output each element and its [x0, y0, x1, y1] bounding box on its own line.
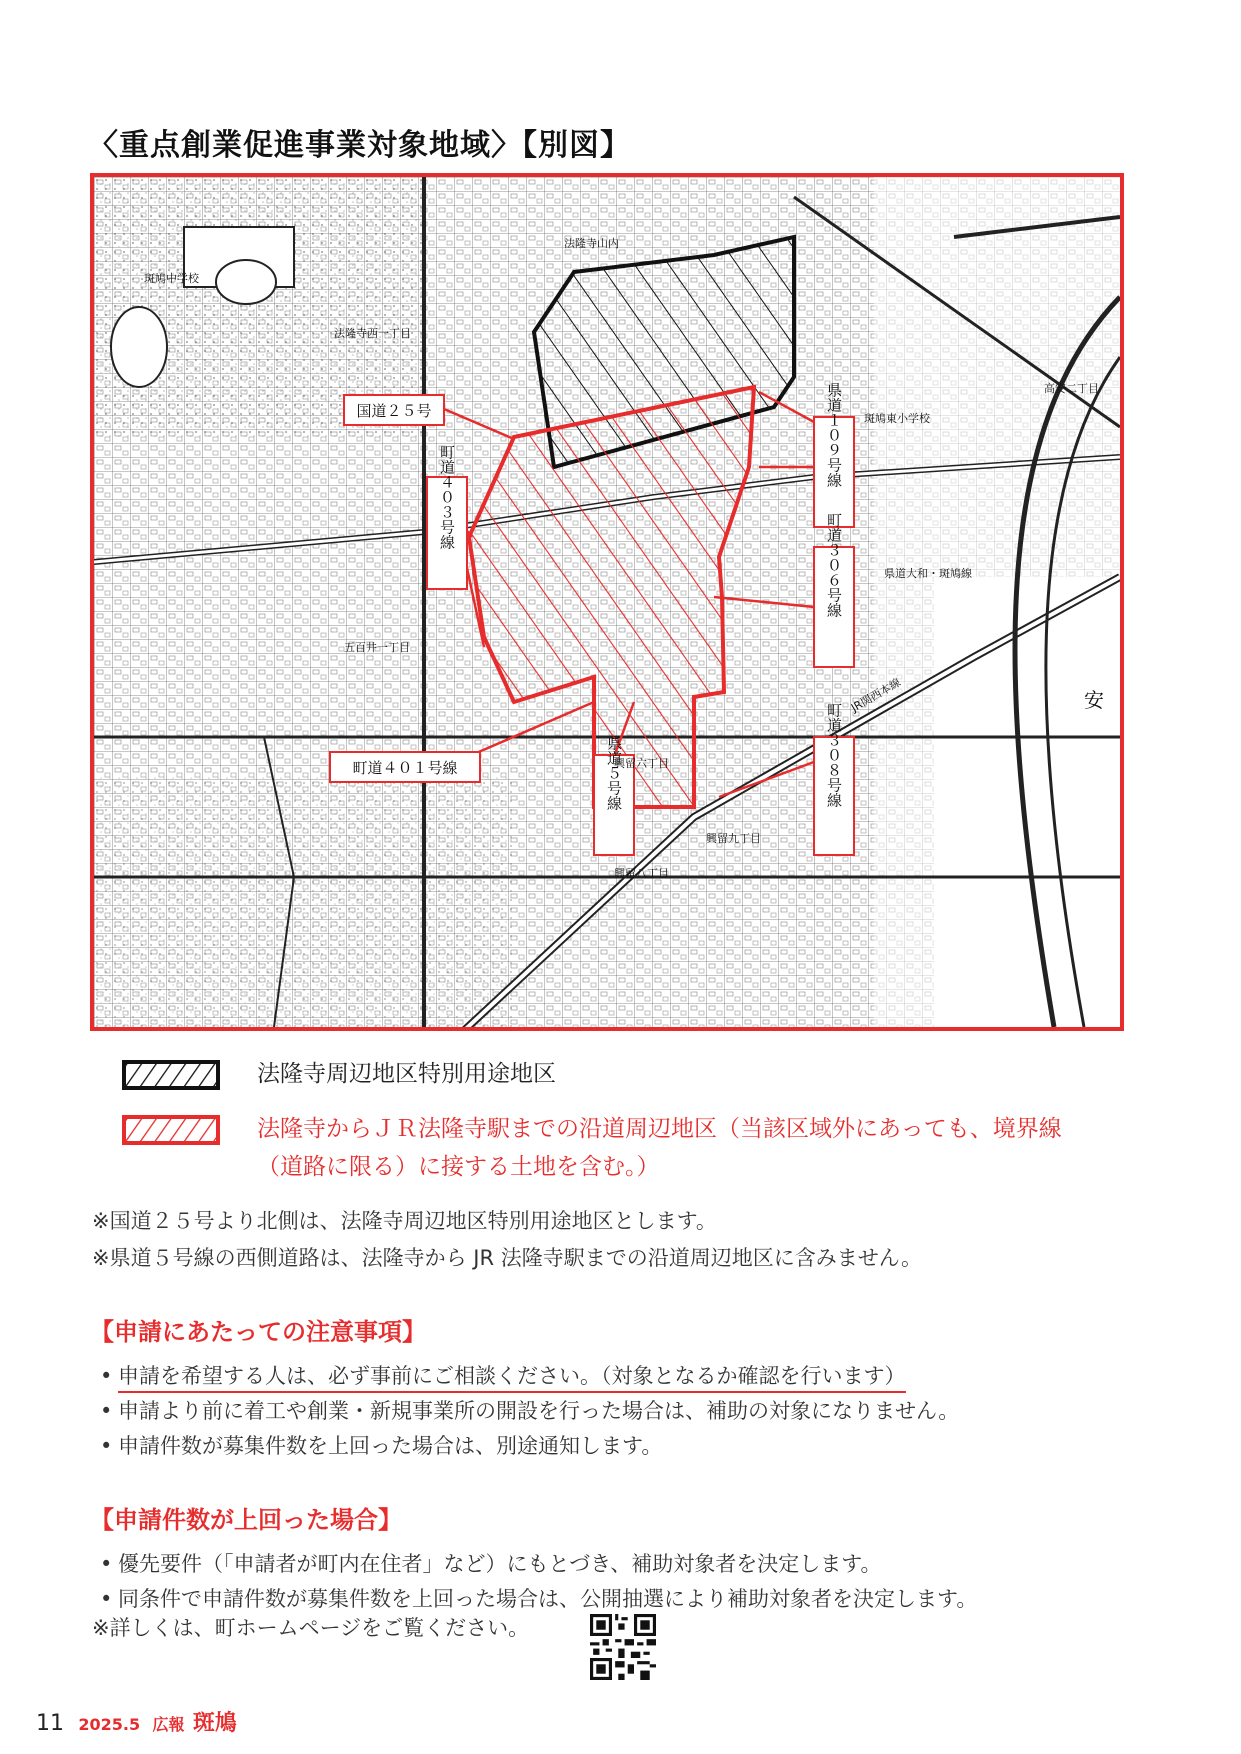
place-koryu-6: 興留六丁目	[614, 757, 669, 770]
label-chodo306: 町道３０６号線	[825, 512, 843, 618]
section-heading-precautions: 【申請にあたっての注意事項】	[90, 1318, 426, 1346]
place-koryu-9: 興留九丁目	[706, 832, 761, 845]
magazine-name: 広報	[152, 1715, 185, 1734]
place-horyuji-nishi: 法隆寺西一丁目	[334, 327, 411, 340]
place-road-name: 県道大和・斑鳩線	[884, 567, 972, 580]
label-kendo5: 県道５号線	[605, 735, 623, 811]
label-kokudo25: 国道２５号	[356, 402, 432, 420]
place-jr-line: JR関西本線	[849, 675, 904, 715]
legend-route-zone-label-1: 法隆寺からＪＲ法隆寺駅までの沿道周辺地区（当該区域外にあっても、境界線	[257, 1116, 1062, 1142]
homepage-note: ※詳しくは、町ホームページをご覧ください。	[92, 1616, 530, 1640]
label-chodo308: 町道３０８号線	[825, 702, 843, 808]
list-item: • 同条件で申請件数が募集件数を上回った場合は、公開抽選により補助対象者を決定します。	[100, 1587, 978, 1611]
area-map-drawing	[94, 177, 1120, 1027]
section-heading-excess: 【申請件数が上回った場合】	[90, 1506, 402, 1534]
list-item: • 申請より前に着工や創業・新規事業所の開設を行った場合は、補助の対象になりません。	[100, 1399, 960, 1423]
page-footer	[36, 1706, 237, 1737]
place-east-school: 斑鳩東小学校	[864, 412, 930, 425]
label-chodo403: 町道４０３号線	[438, 444, 456, 550]
place-horyuji-yamauchi: 法隆寺山内	[564, 237, 619, 250]
place-koryu-8: 興留八丁目	[614, 867, 669, 880]
note-1: ※国道２５号より北側は、法隆寺周辺地区特別用途地区とします。	[92, 1209, 717, 1233]
issue-date: 2025.5	[78, 1715, 141, 1734]
magazine-logo: 斑鳩	[192, 1711, 237, 1736]
label-kendo109: 県道１０９号線	[825, 382, 843, 488]
list-item: • 優先要件（「申請者が町内在住者」など）にもとづき、補助対象者を決定します。	[100, 1552, 882, 1576]
place-naka-school: 斑鳩中学校	[144, 272, 199, 285]
place-koan: 高安二丁目	[1044, 382, 1099, 395]
legend-special-zone-label: 法隆寺周辺地区特別用途地区	[257, 1061, 556, 1087]
legend-red-swatch	[122, 1115, 220, 1145]
pond	[216, 260, 276, 304]
list-item: • 申請を希望する人は、必ず事前にご相談ください。（対象となるか確認を行います）	[100, 1360, 906, 1390]
area-map	[90, 173, 1124, 1031]
legend-route-zone-label-2: （道路に限る）に接する土地を含む。）	[257, 1154, 660, 1180]
page-title: 〈重点創業促進事業対象地域〉【別図】	[88, 128, 631, 163]
label-chodo401: 町道４０１号線	[352, 759, 458, 777]
page-number: 11	[36, 1711, 64, 1736]
place-yasu: 安	[1084, 688, 1104, 712]
hill	[111, 307, 167, 387]
qr-code-icon[interactable]	[590, 1614, 656, 1680]
place-gohyakui: 五百井一丁目	[344, 641, 410, 654]
legend-black-swatch	[122, 1060, 220, 1090]
list-item: • 申請件数が募集件数を上回った場合は、別途通知します。	[100, 1434, 663, 1458]
note-2: ※県道５号線の西側道路は、法隆寺から JR 法隆寺駅までの沿道周辺地区に含みません。	[92, 1246, 922, 1270]
